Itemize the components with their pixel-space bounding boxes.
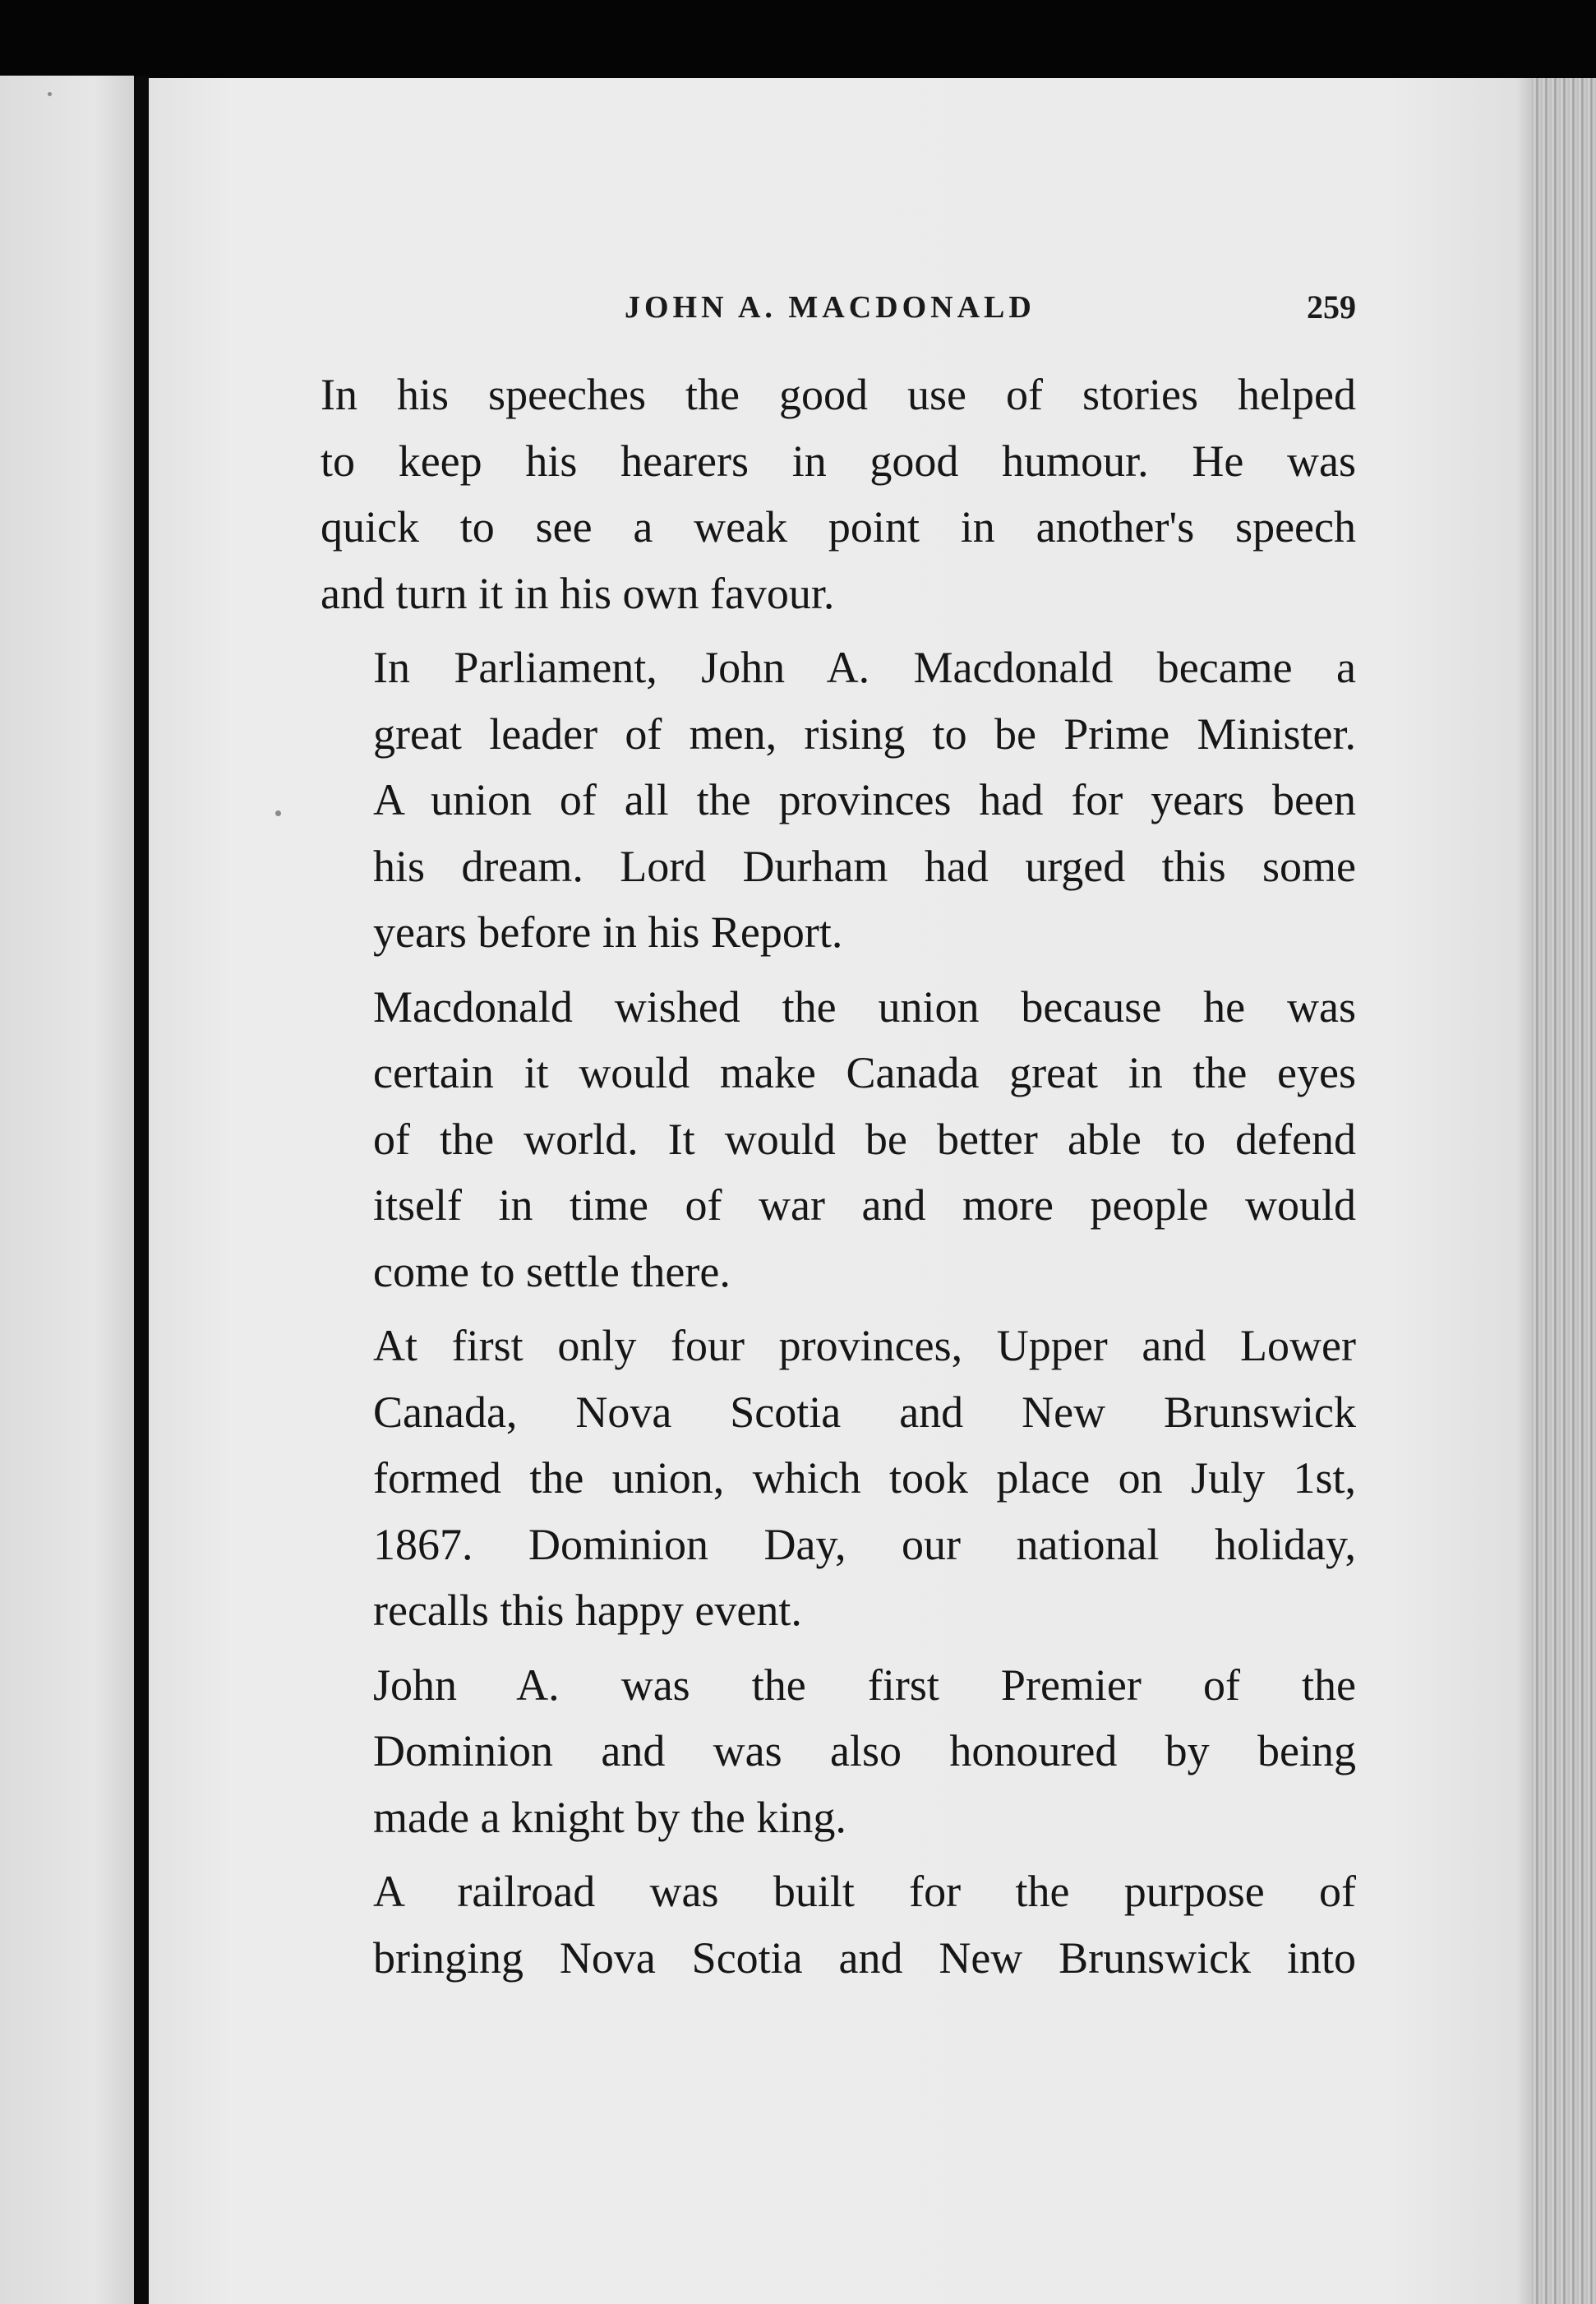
text-line: A union of all the provinces had for years been	[373, 775, 1356, 824]
paragraph	[321, 1652, 1356, 1859]
text-line: and turn it in his own favour.	[321, 568, 835, 618]
text-line: Macdonald wished the union because he was	[373, 981, 1356, 1032]
book-gutter	[134, 76, 149, 2304]
text-line: years before in his Report.	[373, 907, 843, 957]
paragraph	[321, 635, 1356, 974]
paragraph	[321, 1313, 1356, 1652]
text-line: recalls this happy event.	[373, 1586, 802, 1635]
paragraph	[321, 1858, 1356, 1999]
text-line: itself in time of war and more people would	[373, 1180, 1356, 1230]
facing-page-edge	[0, 76, 134, 2304]
text-line: bringing Nova Scotia and New Brunswick into	[373, 1932, 1356, 1983]
paper-speck	[275, 810, 281, 816]
text-line: Dominion and was also honoured by being	[373, 1726, 1356, 1775]
text-line: In Parliament, John A. Macdonald became a	[373, 643, 1356, 692]
text-line: At first only four provinces, Upper and Lower	[373, 1321, 1356, 1370]
text-line: of the world. It would be better able to defend	[373, 1114, 1356, 1164]
body-text	[321, 362, 1356, 1999]
text-line: John A. was the first Premier of the	[373, 1660, 1356, 1710]
text-line: made a knight by the king.	[373, 1792, 846, 1842]
paragraph	[321, 362, 1356, 635]
text-line: great leader of men, rising to be Prime Minister.	[373, 709, 1356, 759]
text-line: formed the union, which took place on July 1st,	[373, 1453, 1356, 1503]
running-head: JOHN A. MACDONALD	[625, 290, 1036, 325]
text-line: quick to see a weak point in another's speech	[321, 502, 1356, 552]
paragraph	[321, 974, 1356, 1314]
text-line: to keep his hearers in good humour. He was	[321, 436, 1356, 486]
page-number: 259	[1307, 289, 1356, 326]
text-line: 1867. Dominion Day, our national holiday,	[373, 1519, 1356, 1569]
text-line: his dream. Lord Durham had urged this some	[373, 841, 1356, 891]
text-line: A railroad was built for the purpose of	[373, 1867, 1356, 1916]
text-line: Canada, Nova Scotia and New Brunswick	[373, 1387, 1356, 1437]
paper-speck	[48, 92, 52, 96]
text-line: come to settle there.	[373, 1246, 731, 1296]
text-line: In his speeches the good use of stories helped	[321, 370, 1356, 419]
page-stack-edge	[1530, 78, 1596, 2304]
text-line: certain it would make Canada great in the eyes	[373, 1048, 1356, 1097]
